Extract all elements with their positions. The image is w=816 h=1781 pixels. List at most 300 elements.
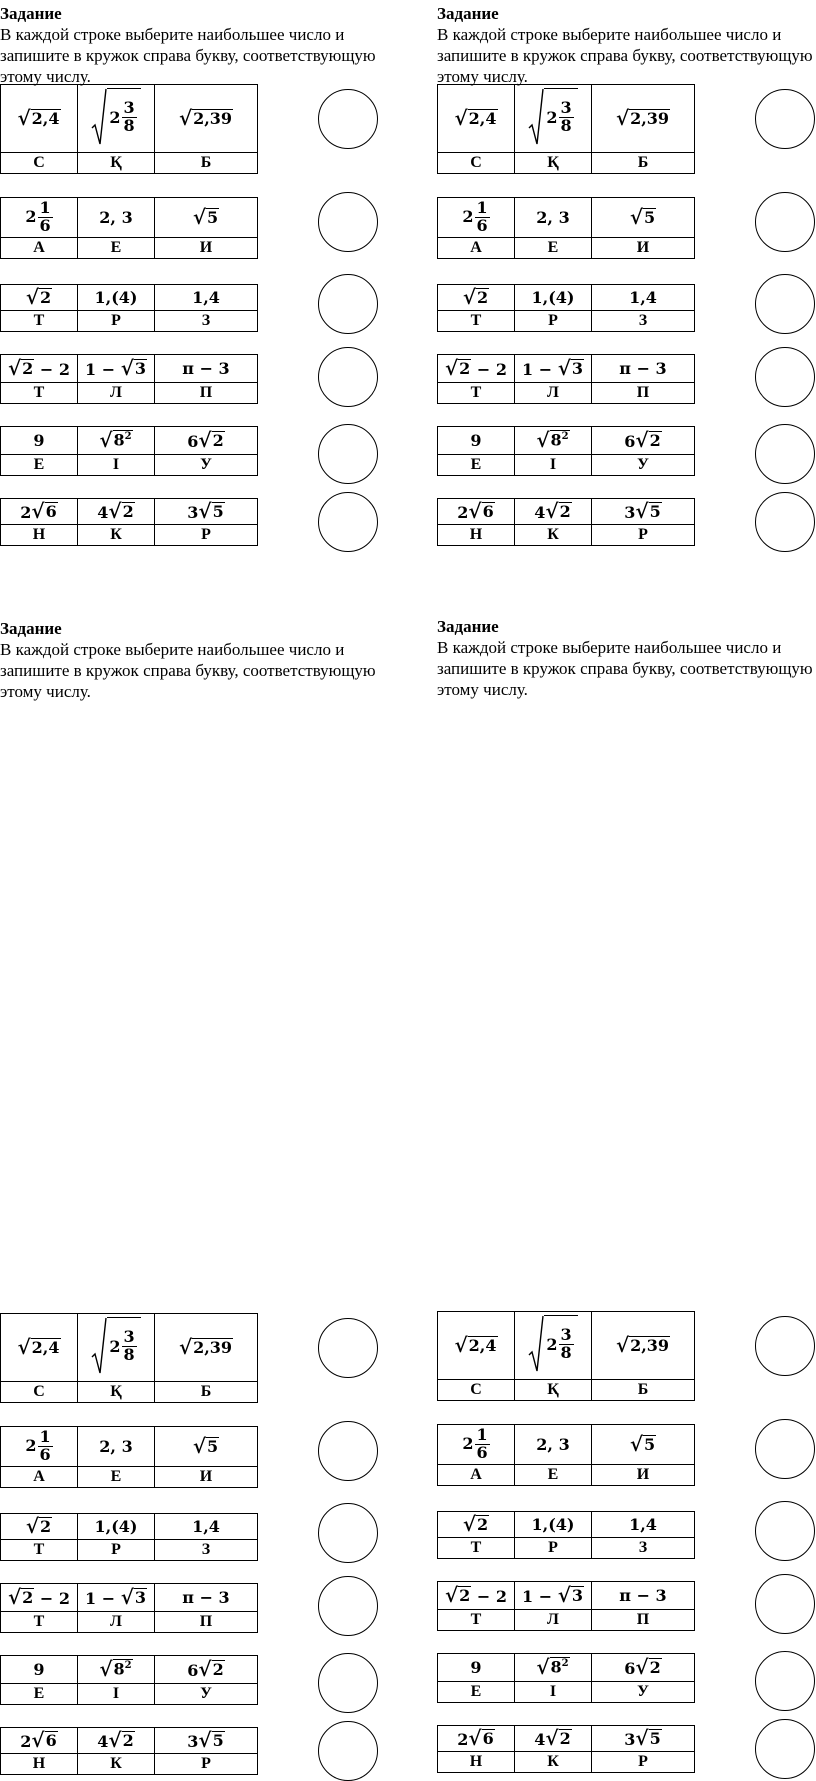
answer-letter: И bbox=[155, 1467, 258, 1488]
subtrahend: − 2 bbox=[34, 360, 70, 379]
number-value: 9 bbox=[33, 1660, 45, 1679]
answer-letter: К bbox=[515, 525, 592, 546]
radicand bbox=[192, 1338, 233, 1357]
fraction-denominator: 8 bbox=[560, 1342, 572, 1362]
task-block bbox=[437, 4, 816, 543]
radicand bbox=[39, 1517, 52, 1536]
square-root-expression bbox=[445, 358, 471, 378]
answer-circle[interactable] bbox=[755, 1501, 815, 1561]
expression-cell bbox=[592, 1654, 695, 1682]
answer-letter: Р bbox=[78, 1540, 155, 1561]
letters-row bbox=[1, 455, 258, 476]
number-value: 1,(4) bbox=[94, 1517, 138, 1536]
answer-letter: С bbox=[1, 153, 78, 174]
radical-sign: √ bbox=[462, 1512, 476, 1536]
radical-sign: √ bbox=[468, 499, 482, 523]
answer-letter: И bbox=[155, 238, 258, 259]
square-root-expression bbox=[616, 1335, 670, 1355]
number-value: 9 bbox=[470, 431, 482, 450]
answer-letter: З bbox=[592, 311, 695, 332]
number-value: 1,(4) bbox=[94, 288, 138, 307]
radicand bbox=[113, 430, 133, 450]
expression-cell bbox=[592, 355, 695, 383]
expression-cell bbox=[1, 499, 78, 525]
number-comparison-table bbox=[437, 84, 695, 174]
radicand-value: 8 bbox=[113, 1659, 125, 1679]
radical-sign: √ bbox=[25, 285, 39, 309]
number-value: 2, 3 bbox=[536, 1435, 570, 1454]
task-block bbox=[0, 4, 400, 543]
expressions-row bbox=[1, 1514, 258, 1540]
square-root-expression bbox=[18, 108, 61, 128]
expression-cell bbox=[155, 1728, 258, 1754]
exponent: 2 bbox=[561, 1658, 569, 1670]
answer-circle[interactable] bbox=[318, 1318, 378, 1378]
square-root-expression bbox=[99, 1659, 132, 1679]
square-root-expression bbox=[198, 430, 224, 450]
expressions-row bbox=[438, 1582, 695, 1610]
number-value: π − 3 bbox=[182, 1588, 230, 1607]
expressions-row bbox=[1, 355, 258, 383]
radicand-value: 6 bbox=[482, 501, 494, 521]
radical-sign: √ bbox=[25, 1514, 39, 1538]
expression-cell bbox=[592, 1312, 695, 1380]
radicand bbox=[113, 1659, 133, 1679]
radicand-value: 2 bbox=[40, 1516, 52, 1536]
expressions-row bbox=[438, 1512, 695, 1538]
radical-sign bbox=[528, 1315, 544, 1373]
letters-row bbox=[1, 311, 258, 332]
radical-sign: √ bbox=[557, 1583, 571, 1607]
answer-letter: И bbox=[592, 1465, 695, 1486]
letters-row bbox=[438, 383, 695, 404]
answer-letter: Е bbox=[1, 1684, 78, 1705]
answer-circle[interactable] bbox=[755, 1574, 815, 1634]
answer-circle[interactable] bbox=[318, 274, 378, 334]
task-instruction: В каждой строке выберите наибольшее число и запишите в кружок справа букву, соответствующую этому числу. bbox=[0, 640, 376, 701]
square-root-expression bbox=[455, 1335, 498, 1355]
letters-row bbox=[1, 238, 258, 259]
expressions-row bbox=[438, 427, 695, 455]
expression-cell bbox=[155, 285, 258, 311]
radicand-value: 3 bbox=[571, 1585, 583, 1605]
radicand bbox=[45, 502, 58, 521]
radical-sign bbox=[528, 88, 544, 146]
fraction-denominator: 6 bbox=[39, 216, 51, 235]
answer-circle[interactable] bbox=[755, 192, 815, 252]
number-comparison-table bbox=[0, 1313, 258, 1403]
fraction-numerator: 3 bbox=[123, 97, 135, 117]
number-value: 9 bbox=[33, 431, 45, 450]
task-instruction: В каждой строке выберите наибольшее число и запишите в кружок справа букву, соответствующую этому числу. bbox=[437, 638, 813, 699]
expression-cell bbox=[155, 427, 258, 455]
answer-circle[interactable] bbox=[318, 1576, 378, 1636]
radicand bbox=[45, 1731, 58, 1750]
number-comparison-table bbox=[437, 197, 695, 259]
expression-cell bbox=[155, 85, 258, 153]
answer-letter: З bbox=[592, 1538, 695, 1559]
radicand-value: 2,4 bbox=[31, 1337, 60, 1357]
radicand-value: 2,39 bbox=[630, 108, 670, 128]
subtrahend: − 2 bbox=[34, 1589, 70, 1608]
letters-row bbox=[438, 238, 695, 259]
fraction-numerator: 1 bbox=[476, 198, 488, 218]
radical-sign: √ bbox=[198, 428, 212, 452]
square-root-expression bbox=[545, 1728, 571, 1748]
expressions-row bbox=[438, 285, 695, 311]
answer-circle[interactable] bbox=[318, 192, 378, 252]
expression-cell bbox=[515, 85, 592, 153]
answer-circle[interactable] bbox=[318, 1421, 378, 1481]
coefficient: 6 bbox=[624, 1659, 636, 1678]
answer-letter: Т bbox=[438, 383, 515, 404]
expression-cell bbox=[438, 285, 515, 311]
expressions-row bbox=[438, 85, 695, 153]
whole-part: 2 bbox=[25, 207, 37, 226]
answer-letter: Т bbox=[1, 311, 78, 332]
answer-letter: Т bbox=[438, 311, 515, 332]
answer-circle[interactable] bbox=[318, 89, 378, 149]
number-comparison-table bbox=[0, 426, 258, 476]
expression-cell bbox=[155, 198, 258, 238]
radicand-value: 2,39 bbox=[630, 1335, 670, 1355]
answer-circle[interactable] bbox=[318, 1653, 378, 1713]
fraction-numerator: 1 bbox=[39, 1427, 51, 1447]
answer-circle[interactable] bbox=[318, 1721, 378, 1781]
number-comparison-table bbox=[0, 84, 258, 174]
answer-circle[interactable] bbox=[755, 1719, 815, 1779]
letters-row bbox=[438, 153, 695, 174]
expression-cell bbox=[78, 285, 155, 311]
whole-part: 2 bbox=[546, 107, 558, 127]
expression-cell bbox=[78, 427, 155, 455]
letters-row bbox=[1, 525, 258, 546]
answer-circle[interactable] bbox=[755, 424, 815, 484]
radical-sign: √ bbox=[198, 1728, 212, 1752]
radicand-value: 2 bbox=[22, 1587, 34, 1607]
coefficient: 6 bbox=[187, 432, 199, 451]
answer-letter: А bbox=[1, 238, 78, 259]
fraction bbox=[559, 97, 574, 135]
answer-letter: П bbox=[155, 1612, 258, 1633]
fraction bbox=[122, 1326, 137, 1364]
expression-cell bbox=[155, 1584, 258, 1612]
expression-cell bbox=[155, 499, 258, 525]
expressions-row bbox=[438, 1425, 695, 1465]
answer-letter: Қ bbox=[515, 1380, 592, 1401]
radicand bbox=[649, 1658, 662, 1677]
radical-sign: √ bbox=[198, 499, 212, 523]
coefficient: 2 bbox=[457, 1730, 469, 1749]
expression-cell bbox=[438, 499, 515, 525]
fraction-denominator: 8 bbox=[123, 1344, 135, 1364]
expression-cell bbox=[1, 1514, 78, 1540]
radical-sign: √ bbox=[462, 285, 476, 309]
fraction-denominator: 8 bbox=[123, 115, 135, 135]
radicand-value: 5 bbox=[212, 1730, 224, 1750]
radicand-value: 5 bbox=[649, 501, 661, 521]
answer-circle[interactable] bbox=[755, 1651, 815, 1711]
fraction-denominator: 6 bbox=[476, 216, 488, 235]
number-comparison-table bbox=[437, 1725, 695, 1773]
radical-sign: √ bbox=[545, 499, 559, 523]
number-value: π − 3 bbox=[182, 359, 230, 378]
square-root-expression bbox=[99, 430, 132, 450]
radicand bbox=[212, 1731, 225, 1750]
answer-letter: С bbox=[438, 1380, 515, 1401]
radicand-value: 5 bbox=[649, 1728, 661, 1748]
radicand bbox=[31, 1338, 61, 1357]
answer-circle[interactable] bbox=[318, 492, 378, 552]
answer-letter: Л bbox=[78, 383, 155, 404]
radical-sign: √ bbox=[178, 1335, 193, 1359]
expression-cell bbox=[78, 1514, 155, 1540]
number-comparison-table bbox=[437, 426, 695, 476]
number-comparison-table bbox=[0, 1583, 258, 1633]
answer-letter: Б bbox=[592, 153, 695, 174]
answer-circle[interactable] bbox=[755, 1419, 815, 1479]
radical-sign: √ bbox=[445, 356, 459, 380]
expressions-row bbox=[1, 1584, 258, 1612]
radicand-value: 2 bbox=[122, 1730, 134, 1750]
answer-letter: І bbox=[515, 1682, 592, 1703]
answer-letter: П bbox=[592, 1610, 695, 1631]
answer-letter: Р bbox=[515, 311, 592, 332]
number-comparison-table bbox=[437, 1511, 695, 1559]
expression-cell bbox=[78, 1656, 155, 1684]
answer-letter: К bbox=[515, 1752, 592, 1773]
task-title: Задание bbox=[437, 617, 499, 636]
radical-sign: √ bbox=[615, 106, 630, 130]
letters-row bbox=[438, 525, 695, 546]
expression-cell bbox=[438, 1654, 515, 1682]
radical-sign: √ bbox=[557, 356, 571, 380]
square-root-expression bbox=[635, 1657, 661, 1677]
whole-part: 2 bbox=[546, 1334, 558, 1354]
answer-letter: Т bbox=[1, 1540, 78, 1561]
exponent: 2 bbox=[561, 431, 569, 443]
radicand bbox=[134, 1588, 147, 1607]
number-comparison-table bbox=[437, 1311, 695, 1401]
radicand-value: 2,4 bbox=[468, 108, 497, 128]
expression-cell bbox=[515, 1654, 592, 1682]
radical-sign: √ bbox=[120, 1585, 134, 1609]
radicand-value: 2 bbox=[22, 358, 34, 378]
whole-part: 2 bbox=[462, 1434, 474, 1453]
expression-cell bbox=[1, 85, 78, 153]
coefficient: 1 − bbox=[522, 1587, 558, 1606]
answer-circle[interactable] bbox=[755, 1316, 815, 1376]
answer-letter: Қ bbox=[515, 153, 592, 174]
answer-circle[interactable] bbox=[755, 89, 815, 149]
answer-letter: Р bbox=[155, 525, 258, 546]
number-comparison-table bbox=[0, 1513, 258, 1561]
letters-row bbox=[438, 1682, 695, 1703]
fraction bbox=[475, 1427, 490, 1462]
letters-row bbox=[438, 1538, 695, 1559]
subtrahend: − 2 bbox=[471, 1587, 507, 1606]
radicand-value: 2 bbox=[459, 1585, 471, 1605]
radicand-value: 2 bbox=[122, 501, 134, 521]
radical-sign: √ bbox=[31, 499, 45, 523]
number-comparison-table bbox=[0, 498, 258, 546]
square-root-expression bbox=[558, 1585, 584, 1605]
radicand bbox=[468, 1336, 498, 1355]
radicand-value: 2 bbox=[477, 1514, 489, 1534]
coefficient: 1 − bbox=[85, 1589, 121, 1608]
expression-cell bbox=[515, 1512, 592, 1538]
expression-cell bbox=[438, 427, 515, 455]
expression-cell bbox=[78, 1314, 155, 1382]
expression-cell bbox=[155, 1656, 258, 1684]
letters-row bbox=[1, 1684, 258, 1705]
task-instruction: В каждой строке выберите наибольшее число и запишите в кружок справа букву, соответствующую этому числу. bbox=[437, 25, 813, 86]
expression-cell bbox=[438, 85, 515, 153]
radicand-value: 8 bbox=[550, 1657, 562, 1677]
answer-letter: І bbox=[78, 1684, 155, 1705]
square-root-expression bbox=[179, 108, 233, 128]
square-root-expression bbox=[108, 1730, 134, 1750]
expression-cell bbox=[515, 1425, 592, 1465]
answer-letter: Б bbox=[592, 1380, 695, 1401]
expression-cell bbox=[438, 1512, 515, 1538]
radicand bbox=[192, 109, 233, 128]
answer-letter: Т bbox=[1, 1612, 78, 1633]
radicand-value: 2,4 bbox=[31, 108, 60, 128]
square-root-expression bbox=[545, 501, 571, 521]
square-root-expression bbox=[26, 287, 52, 307]
task-title: Задание bbox=[0, 619, 62, 638]
radical-sign: √ bbox=[8, 356, 22, 380]
radicand-value: 2 bbox=[559, 501, 571, 521]
expression-cell bbox=[592, 285, 695, 311]
radicand bbox=[643, 1435, 656, 1454]
answer-letter: У bbox=[155, 1684, 258, 1705]
expressions-row bbox=[1, 285, 258, 311]
radical-sign: √ bbox=[192, 205, 206, 229]
radicand bbox=[458, 1586, 471, 1605]
answer-letter: Л bbox=[515, 383, 592, 404]
expressions-row bbox=[438, 198, 695, 238]
expression-cell bbox=[155, 1427, 258, 1467]
fraction-numerator: 3 bbox=[123, 1326, 135, 1346]
radicand bbox=[482, 502, 495, 521]
answer-letter: П bbox=[155, 383, 258, 404]
expression-cell bbox=[155, 355, 258, 383]
radicand bbox=[643, 208, 656, 227]
expressions-row bbox=[438, 355, 695, 383]
number-comparison-table bbox=[437, 1581, 695, 1631]
radical-sign: √ bbox=[536, 1655, 550, 1679]
radicand bbox=[122, 502, 135, 521]
letters-row bbox=[438, 311, 695, 332]
answer-letter: Е bbox=[78, 1467, 155, 1488]
radicand bbox=[571, 1586, 584, 1605]
expressions-row bbox=[1, 1427, 258, 1467]
answer-circle[interactable] bbox=[318, 424, 378, 484]
letters-row bbox=[1, 383, 258, 404]
radical-sign: √ bbox=[108, 499, 122, 523]
letters-row bbox=[1, 1382, 258, 1403]
radicand bbox=[206, 1437, 219, 1456]
task-block bbox=[0, 619, 400, 1772]
radicand-value: 5 bbox=[644, 1434, 656, 1454]
radicand bbox=[212, 1660, 225, 1679]
square-root-expression bbox=[31, 501, 57, 521]
radicand bbox=[476, 288, 489, 307]
number-comparison-table bbox=[0, 1727, 258, 1775]
answer-letter: П bbox=[592, 383, 695, 404]
square-root-expression bbox=[635, 430, 661, 450]
expressions-row bbox=[1, 427, 258, 455]
square-root-expression bbox=[26, 1516, 52, 1536]
number-value: π − 3 bbox=[619, 359, 667, 378]
radical-sign: √ bbox=[8, 1585, 22, 1609]
answer-letter: Е bbox=[438, 455, 515, 476]
radical-sign: √ bbox=[635, 1655, 649, 1679]
answer-circle[interactable] bbox=[318, 347, 378, 407]
expression-cell bbox=[515, 198, 592, 238]
radicand bbox=[458, 359, 471, 378]
number-comparison-table bbox=[0, 1426, 258, 1488]
radicand bbox=[550, 1657, 570, 1677]
radicand-value: 5 bbox=[207, 1436, 219, 1456]
answer-letter: І bbox=[78, 455, 155, 476]
coefficient: 3 bbox=[624, 503, 636, 522]
answer-circle[interactable] bbox=[318, 1503, 378, 1563]
answer-circle[interactable] bbox=[755, 492, 815, 552]
answer-letter: Н bbox=[1, 1754, 78, 1775]
radical-sign: √ bbox=[454, 106, 468, 130]
radicand bbox=[482, 1729, 495, 1748]
answer-circle[interactable] bbox=[755, 347, 815, 407]
fraction-denominator: 8 bbox=[560, 115, 572, 135]
answer-letter: Т bbox=[438, 1610, 515, 1631]
radical-sign: √ bbox=[99, 1657, 113, 1681]
square-root-of-mixed-number bbox=[528, 88, 577, 146]
radicand bbox=[107, 1317, 140, 1375]
radicand bbox=[629, 109, 670, 128]
expression-cell bbox=[592, 198, 695, 238]
coefficient: 3 bbox=[624, 1730, 636, 1749]
whole-part: 2 bbox=[109, 107, 121, 127]
answer-letter: У bbox=[155, 455, 258, 476]
coefficient: 4 bbox=[97, 1732, 109, 1751]
square-root-expression bbox=[8, 1587, 34, 1607]
square-root-expression bbox=[635, 501, 661, 521]
radicand bbox=[212, 502, 225, 521]
radicand-value: 5 bbox=[207, 207, 219, 227]
square-root-expression bbox=[536, 1657, 569, 1677]
answer-letter: Е bbox=[438, 1682, 515, 1703]
radicand bbox=[468, 109, 498, 128]
number-comparison-table bbox=[437, 354, 695, 404]
expression-cell bbox=[592, 1582, 695, 1610]
expression-cell bbox=[515, 499, 592, 525]
fraction bbox=[38, 1429, 53, 1464]
number-value: 1,4 bbox=[629, 288, 657, 307]
radical-sign: √ bbox=[192, 1434, 206, 1458]
square-root-expression bbox=[455, 108, 498, 128]
answer-letter: У bbox=[592, 455, 695, 476]
expressions-row bbox=[438, 1312, 695, 1380]
radicand-value: 2 bbox=[649, 430, 661, 450]
expression-cell bbox=[515, 427, 592, 455]
coefficient: 3 bbox=[187, 503, 199, 522]
radicand bbox=[21, 359, 34, 378]
answer-circle[interactable] bbox=[755, 274, 815, 334]
radicand-value: 2,39 bbox=[193, 108, 233, 128]
